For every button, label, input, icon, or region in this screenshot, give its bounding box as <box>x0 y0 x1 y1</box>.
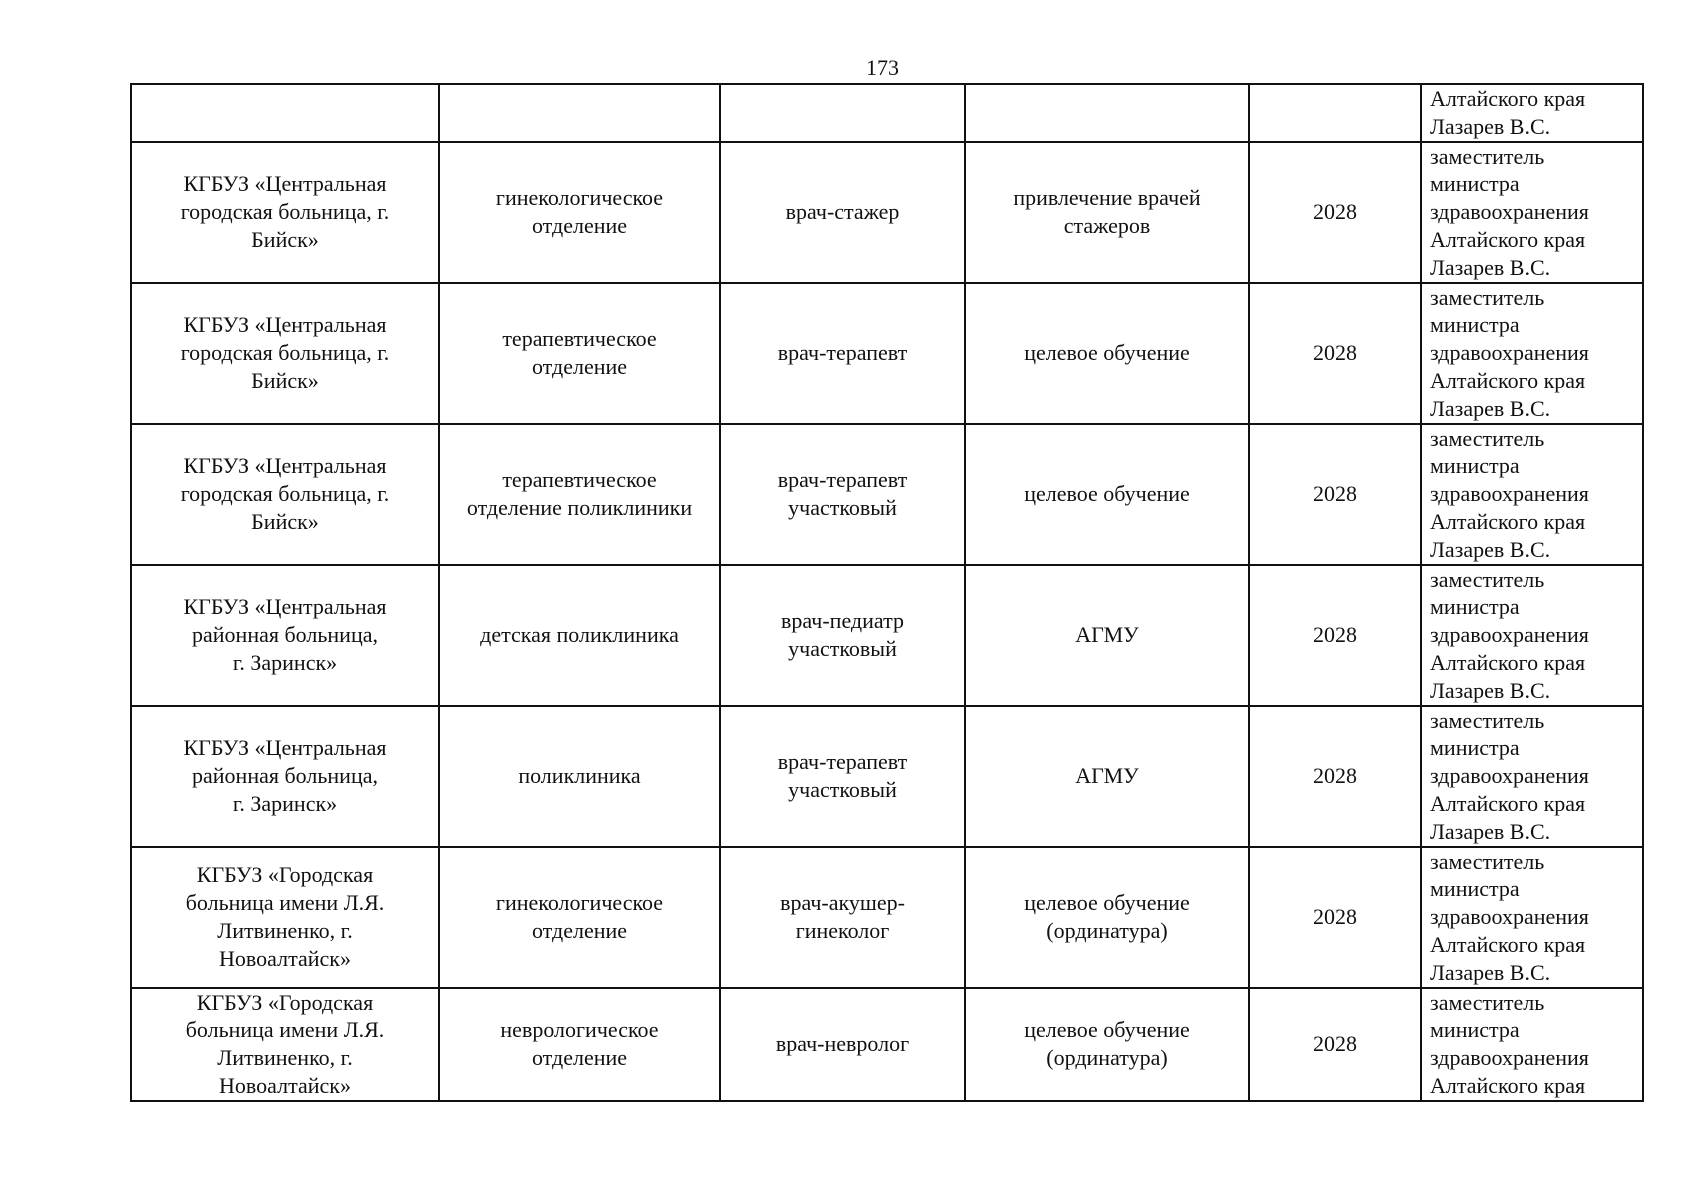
responsible-line: Алтайского края <box>1430 649 1586 675</box>
position-line: врач-терапевт <box>777 467 908 493</box>
table-row <box>131 847 1643 988</box>
responsible-line: Лазарев В.С. <box>1430 677 1551 703</box>
responsible-line: заместитель <box>1430 848 1545 874</box>
year-value: 2028 <box>1313 763 1357 789</box>
department-line: неврологическое <box>500 1017 659 1043</box>
position-cell <box>720 847 965 988</box>
responsible-line: Лазарев В.С. <box>1430 536 1551 562</box>
position-cell <box>720 283 965 424</box>
responsible-line: министра <box>1430 312 1520 338</box>
position-cell <box>720 706 965 847</box>
department-line: отделение <box>531 1045 628 1071</box>
measure-line: целевое обучение <box>1024 340 1190 366</box>
responsible-line: Лазарев В.С. <box>1430 254 1551 280</box>
organization-line: Литвиненко, г. <box>217 1045 353 1071</box>
responsible-cell <box>1421 565 1643 706</box>
organization-line: г. Заринск» <box>232 649 338 675</box>
responsible-cell <box>1421 424 1643 565</box>
responsible-cell <box>1421 988 1643 1101</box>
responsible-cell <box>1421 283 1643 424</box>
organization-line: КГБУЗ «Центральная <box>183 453 387 479</box>
measure-line: целевое обучение <box>1024 481 1190 507</box>
organization-cell <box>131 565 439 706</box>
department-cell <box>439 84 720 142</box>
department-cell <box>439 706 720 847</box>
organization-line: городская больница, г. <box>180 199 390 225</box>
responsible-line: заместитель <box>1430 566 1545 592</box>
measure-line: АГМУ <box>1075 622 1139 648</box>
department-line: отделение <box>531 918 628 943</box>
responsible-line: министра <box>1430 594 1520 620</box>
department-line: поликлиника <box>518 763 641 789</box>
table-row <box>131 706 1643 847</box>
year-cell <box>1249 283 1421 424</box>
organization-line: районная больница, <box>192 622 378 648</box>
year-cell <box>1249 565 1421 706</box>
responsible-line: Алтайского края <box>1430 226 1586 252</box>
table-row <box>131 142 1643 283</box>
responsible-line: заместитель <box>1430 989 1545 1015</box>
measure-line: целевое обучение <box>1024 1017 1190 1043</box>
position-line: врач-педиатр <box>781 608 904 634</box>
organization-cell <box>131 84 439 142</box>
responsible-line: Алтайского края <box>1430 508 1586 534</box>
responsible-line: Алтайского края <box>1430 86 1586 111</box>
department-line: гинекологическое <box>495 890 664 916</box>
year-cell <box>1249 988 1421 1101</box>
position-cell <box>720 565 965 706</box>
responsible-line: здравоохранения <box>1430 199 1589 225</box>
responsible-line: заместитель <box>1430 707 1545 733</box>
position-line: участковый <box>788 636 897 662</box>
department-line: гинекологическое <box>495 185 664 211</box>
organization-line: районная больница, <box>192 763 378 789</box>
organization-line: КГБУЗ «Центральная <box>183 735 387 761</box>
measure-cell <box>965 283 1249 424</box>
responsible-line: заместитель <box>1430 284 1545 310</box>
table-row <box>131 988 1643 1101</box>
department-cell <box>439 142 720 283</box>
year-value: 2028 <box>1313 904 1357 930</box>
position-line: врач-невролог <box>775 1031 910 1057</box>
responsible-line: здравоохранения <box>1430 622 1589 648</box>
measure-line: (ординатура) <box>1046 1045 1168 1071</box>
department-cell <box>439 847 720 988</box>
organization-line: Бийск» <box>251 226 319 252</box>
responsible-line: Лазарев В.С. <box>1430 113 1551 139</box>
organization-cell <box>131 424 439 565</box>
organization-line: больница имени Л.Я. <box>185 1017 385 1043</box>
measure-cell <box>965 988 1249 1101</box>
responsible-line: Лазарев В.С. <box>1430 959 1551 985</box>
year-cell <box>1249 424 1421 565</box>
organization-line: КГБУЗ «Центральная <box>183 312 387 338</box>
year-value: 2028 <box>1313 481 1357 507</box>
measure-line: АГМУ <box>1075 763 1139 789</box>
year-value: 2028 <box>1313 340 1357 366</box>
measure-line: целевое обучение <box>1024 890 1190 916</box>
position-line: участковый <box>788 495 897 521</box>
position-cell <box>720 988 965 1101</box>
responsible-line: здравоохранения <box>1430 763 1589 789</box>
measure-line: стажеров <box>1063 213 1151 239</box>
responsible-line: Лазарев В.С. <box>1430 395 1551 421</box>
organization-line: КГБУЗ «Центральная <box>183 171 387 197</box>
organization-line: городская больница, г. <box>180 481 390 507</box>
organization-cell <box>131 142 439 283</box>
organization-line: Новоалтайск» <box>219 1072 351 1098</box>
position-cell <box>720 424 965 565</box>
department-cell <box>439 988 720 1101</box>
organization-line: Литвиненко, г. <box>217 918 353 943</box>
year-cell <box>1249 84 1421 142</box>
staffing-table <box>130 83 1644 1102</box>
measure-cell <box>965 142 1249 283</box>
year-cell <box>1249 706 1421 847</box>
position-cell <box>720 142 965 283</box>
responsible-cell <box>1421 142 1643 283</box>
responsible-line: Лазарев В.С. <box>1430 818 1551 844</box>
measure-cell <box>965 847 1249 988</box>
organization-line: Бийск» <box>251 367 319 393</box>
table-row <box>131 84 1643 142</box>
department-line: терапевтическое <box>502 326 657 352</box>
responsible-line: заместитель <box>1430 143 1545 169</box>
responsible-line: здравоохранения <box>1430 340 1589 366</box>
year-value: 2028 <box>1313 1031 1357 1057</box>
responsible-line: министра <box>1430 735 1520 761</box>
year-cell <box>1249 142 1421 283</box>
responsible-line: министра <box>1430 1017 1520 1043</box>
responsible-cell <box>1421 847 1643 988</box>
organization-line: КГБУЗ «Центральная <box>183 594 387 620</box>
responsible-line: Алтайского края <box>1430 931 1586 957</box>
organization-line: КГБУЗ «Городская <box>196 862 374 888</box>
responsible-line: министра <box>1430 171 1520 197</box>
position-line: гинеколог <box>795 918 890 943</box>
measure-cell <box>965 84 1249 142</box>
department-cell <box>439 424 720 565</box>
organization-line: Бийск» <box>251 508 319 534</box>
organization-cell <box>131 283 439 424</box>
position-cell <box>720 84 965 142</box>
responsible-line: Алтайского края <box>1430 790 1586 816</box>
department-cell <box>439 565 720 706</box>
responsible-line: здравоохранения <box>1430 1045 1589 1071</box>
responsible-line: здравоохранения <box>1430 904 1589 930</box>
year-value: 2028 <box>1313 622 1357 648</box>
department-line: отделение поликлиники <box>466 495 693 521</box>
organization-cell <box>131 847 439 988</box>
organization-line: КГБУЗ «Городская <box>196 989 374 1015</box>
measure-cell <box>965 424 1249 565</box>
department-cell <box>439 283 720 424</box>
department-line: отделение <box>531 354 628 380</box>
responsible-cell <box>1421 84 1643 142</box>
department-line: детская поликлиника <box>480 622 679 648</box>
responsible-line: министра <box>1430 453 1520 479</box>
department-line: отделение <box>531 213 628 239</box>
position-line: врач-стажер <box>785 199 900 225</box>
year-cell <box>1249 847 1421 988</box>
measure-cell <box>965 706 1249 847</box>
responsible-line: заместитель <box>1430 425 1545 451</box>
organization-cell <box>131 988 439 1101</box>
position-line: врач-акушер- <box>780 890 905 916</box>
table-row <box>131 424 1643 565</box>
organization-line: Новоалтайск» <box>219 945 351 971</box>
responsible-cell <box>1421 706 1643 847</box>
table-row <box>131 565 1643 706</box>
responsible-line: Алтайского края <box>1430 1072 1586 1098</box>
measure-line: (ординатура) <box>1046 918 1168 943</box>
measure-cell <box>965 565 1249 706</box>
year-value: 2028 <box>1313 199 1357 225</box>
position-line: врач-терапевт <box>777 749 908 775</box>
responsible-line: министра <box>1430 876 1520 902</box>
position-line: врач-терапевт <box>777 340 908 366</box>
responsible-line: здравоохранения <box>1430 481 1589 507</box>
organization-line: городская больница, г. <box>180 340 390 366</box>
page-number: 173 <box>866 55 899 80</box>
table-row <box>131 283 1643 424</box>
responsible-line: Алтайского края <box>1430 367 1586 393</box>
position-line: участковый <box>788 777 897 803</box>
department-line: терапевтическое <box>502 467 657 493</box>
measure-line: привлечение врачей <box>1013 185 1201 211</box>
organization-line: г. Заринск» <box>232 790 338 816</box>
organization-cell <box>131 706 439 847</box>
organization-line: больница имени Л.Я. <box>185 890 385 916</box>
